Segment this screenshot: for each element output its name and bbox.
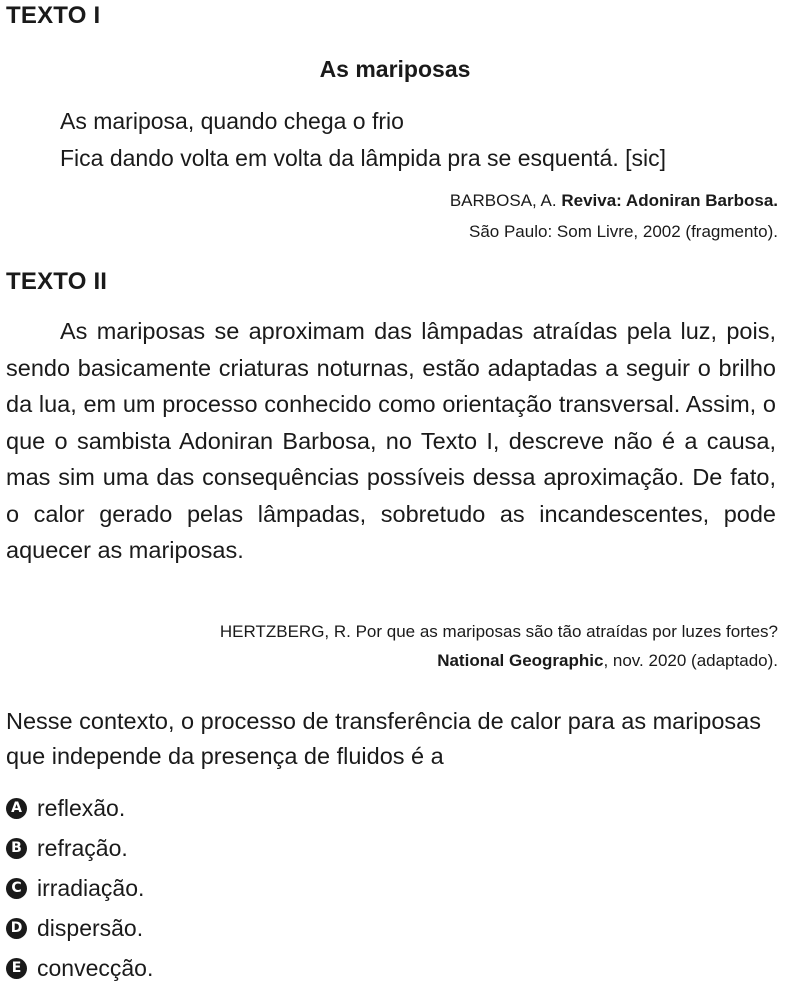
citation-date: , nov. 2020 (adaptado).	[603, 651, 778, 670]
texto1-label: TEXTO I	[6, 2, 101, 29]
answer-options	[6, 788, 153, 988]
texto2-citation-line2	[437, 651, 778, 671]
texto2-paragraph	[6, 313, 776, 569]
option-letter-badge: A	[6, 798, 27, 819]
option-letter-badge: D	[6, 918, 27, 939]
citation-author: BARBOSA, A.	[449, 191, 557, 210]
option-letter-badge: C	[6, 878, 27, 899]
option-d[interactable]	[6, 908, 153, 948]
option-c[interactable]	[6, 868, 153, 908]
texto2-label: TEXTO II	[6, 268, 108, 295]
question-stem: Nesse contexto, o processo de transferência de calor para as mariposas que independe da presença de fluidos é a	[6, 708, 762, 769]
verse-1: As mariposa, quando chega o frio	[60, 108, 404, 134]
option-text: irradiação.	[37, 874, 145, 901]
texto1-citation-line1	[450, 191, 778, 211]
option-letter-badge: E	[6, 958, 27, 979]
option-text: convecção.	[37, 954, 154, 981]
verse-2: Fica dando volta em volta da lâmpida pra se esquentá. [sic]	[60, 145, 667, 171]
option-a[interactable]	[6, 788, 153, 828]
poem-title: As mariposas	[319, 56, 471, 82]
texto1-citation-line2: São Paulo: Som Livre, 2002 (fragmento).	[469, 222, 778, 241]
citation-publication: National Geographic	[437, 651, 604, 670]
option-text: reflexão.	[37, 794, 126, 821]
citation-work: Reviva: Adoniran Barbosa.	[561, 191, 778, 210]
option-b[interactable]	[6, 828, 153, 868]
option-e[interactable]	[6, 948, 153, 988]
option-letter-badge: B	[6, 838, 27, 859]
option-text: dispersão.	[37, 914, 144, 941]
texto2-citation-line1: HERTZBERG, R. Por que as mariposas são tão atraídas por luzes fortes?	[219, 622, 778, 641]
option-text: refração.	[37, 834, 128, 861]
texto2-paragraph-text: As mariposas se aproximam das lâmpadas atraídas pela luz, pois, sendo basicamente criaturas noturnas, estão adaptadas a seguir o brilho da lua, em um processo conhecido como orientação transversal. Assim, o que o sambista Adoniran Barbosa, no Texto I, descreve não é a causa, mas sim uma das consequências possíveis dessa aproximação. De fato, o calor gerado pelas lâmpadas, sobretudo as incandescentes, pode aquecer as mariposas.	[6, 318, 776, 563]
